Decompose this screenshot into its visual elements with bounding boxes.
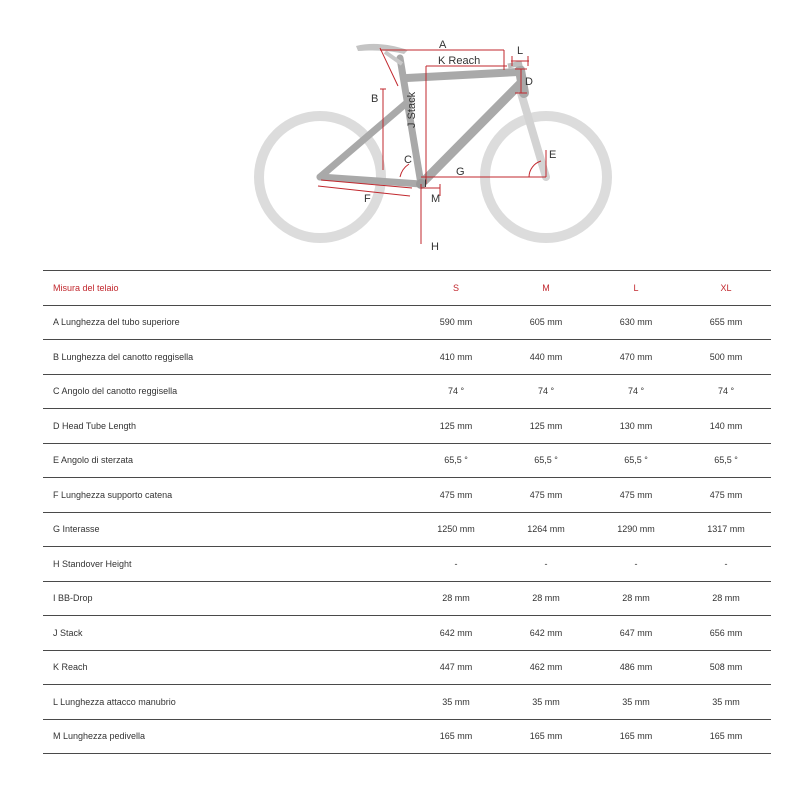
row-label: B Lunghezza del canotto reggisella: [53, 351, 194, 362]
cell-value: 65,5 °: [444, 455, 468, 466]
header-size-s: S: [452, 282, 459, 293]
cell-value: 605 mm: [529, 317, 563, 328]
cell-value: 125 mm: [529, 420, 563, 431]
row-label: M Lunghezza pedivella: [53, 731, 146, 742]
cell-value: 74 °: [627, 386, 645, 397]
row-label: G Interasse: [53, 524, 100, 535]
cell-value: 475 mm: [529, 489, 563, 500]
cell-value: 630 mm: [619, 317, 653, 328]
cell-value: 410 mm: [439, 351, 473, 362]
dim-label-g: G: [456, 166, 465, 178]
dim-label-a: A: [439, 39, 447, 51]
header-size-m: M: [542, 282, 550, 293]
cell-value: 462 mm: [529, 662, 563, 673]
cell-value: 447 mm: [439, 662, 473, 673]
dim-label-c: C: [404, 154, 412, 166]
cell-value: 475 mm: [619, 489, 653, 500]
row-label: H Standover Height: [53, 558, 132, 569]
cell-value: 647 mm: [619, 627, 653, 638]
cell-value: 165 mm: [619, 731, 653, 742]
cell-value: 440 mm: [529, 351, 563, 362]
cell-value: 35 mm: [622, 696, 650, 707]
dim-label-i: I: [424, 178, 428, 190]
cell-value: -: [544, 558, 548, 569]
cell-value: 1264 mm: [527, 524, 565, 535]
cell-value: 590 mm: [439, 317, 473, 328]
table-row: [43, 305, 771, 340]
cell-value: 28 mm: [622, 593, 650, 604]
header-frame-size: Misura del telaio: [53, 282, 119, 293]
cell-value: 656 mm: [709, 627, 743, 638]
cell-value: 500 mm: [709, 351, 743, 362]
dim-label-e: E: [549, 149, 557, 161]
cell-value: 486 mm: [619, 662, 653, 673]
table-row: [43, 374, 771, 409]
cell-value: -: [634, 558, 638, 569]
bike-geometry-diagram: [0, 0, 800, 265]
cell-value: 165 mm: [529, 731, 563, 742]
cell-value: 28 mm: [532, 593, 560, 604]
cell-value: 65,5 °: [714, 455, 738, 466]
dim-label-d: D: [525, 76, 533, 88]
table-row: [43, 478, 771, 513]
dim-label-j: J Stack: [406, 91, 418, 128]
table-row: [43, 685, 771, 720]
header-size-l: L: [633, 282, 639, 293]
cell-value: 125 mm: [439, 420, 473, 431]
row-label: K Reach: [53, 662, 88, 673]
cell-value: 165 mm: [439, 731, 473, 742]
cell-value: 642 mm: [439, 627, 473, 638]
cell-value: 35 mm: [442, 696, 470, 707]
dim-label-k: K Reach: [438, 55, 481, 67]
geometry-table: [43, 270, 771, 754]
table-row: [43, 443, 771, 478]
row-label: D Head Tube Length: [53, 420, 137, 431]
table-row: [43, 719, 771, 754]
table-row: [43, 616, 771, 651]
cell-value: 28 mm: [712, 593, 740, 604]
dim-label-l: L: [517, 45, 524, 57]
table-header-row: [43, 271, 771, 306]
row-label: A Lunghezza del tubo superiore: [53, 317, 180, 328]
row-label: C Angolo del canotto reggisella: [53, 386, 178, 397]
cell-value: 165 mm: [709, 731, 743, 742]
row-label: I BB-Drop: [53, 593, 93, 604]
cell-value: 475 mm: [709, 489, 743, 500]
row-label: E Angolo di sterzata: [53, 455, 134, 466]
dim-label-b: B: [371, 93, 379, 105]
table-row: [43, 409, 771, 444]
row-label: J Stack: [53, 627, 83, 638]
table-row: [43, 340, 771, 375]
dim-label-f: F: [364, 193, 371, 205]
geometry-table-container: [43, 270, 762, 754]
cell-value: 35 mm: [712, 696, 740, 707]
cell-value: 1290 mm: [617, 524, 655, 535]
header-size-xl: XL: [720, 282, 732, 293]
cell-value: 74 °: [447, 386, 465, 397]
cell-value: 508 mm: [709, 662, 743, 673]
cell-value: 642 mm: [529, 627, 563, 638]
table-row: [43, 547, 771, 582]
table-row: [43, 650, 771, 685]
cell-value: 1250 mm: [437, 524, 475, 535]
stem: [508, 63, 522, 66]
cell-value: 140 mm: [709, 420, 743, 431]
cell-value: 475 mm: [439, 489, 473, 500]
cell-value: 65,5 °: [534, 455, 558, 466]
cell-value: 74 °: [537, 386, 555, 397]
cell-value: 130 mm: [619, 420, 653, 431]
table-row: [43, 581, 771, 616]
cell-value: -: [454, 558, 458, 569]
dim-label-m: M: [431, 193, 441, 205]
dim-label-h: H: [431, 241, 439, 253]
table-row: [43, 512, 771, 547]
cell-value: 655 mm: [709, 317, 743, 328]
cell-value: 470 mm: [619, 351, 653, 362]
cell-value: 1317 mm: [707, 524, 745, 535]
cell-value: 65,5 °: [624, 455, 648, 466]
row-label: L Lunghezza attacco manubrio: [53, 696, 176, 707]
cell-value: 28 mm: [442, 593, 470, 604]
cell-value: 74 °: [717, 386, 735, 397]
cell-value: -: [724, 558, 728, 569]
fork: [521, 93, 546, 177]
cell-value: 35 mm: [532, 696, 560, 707]
row-label: F Lunghezza supporto catena: [53, 489, 173, 500]
